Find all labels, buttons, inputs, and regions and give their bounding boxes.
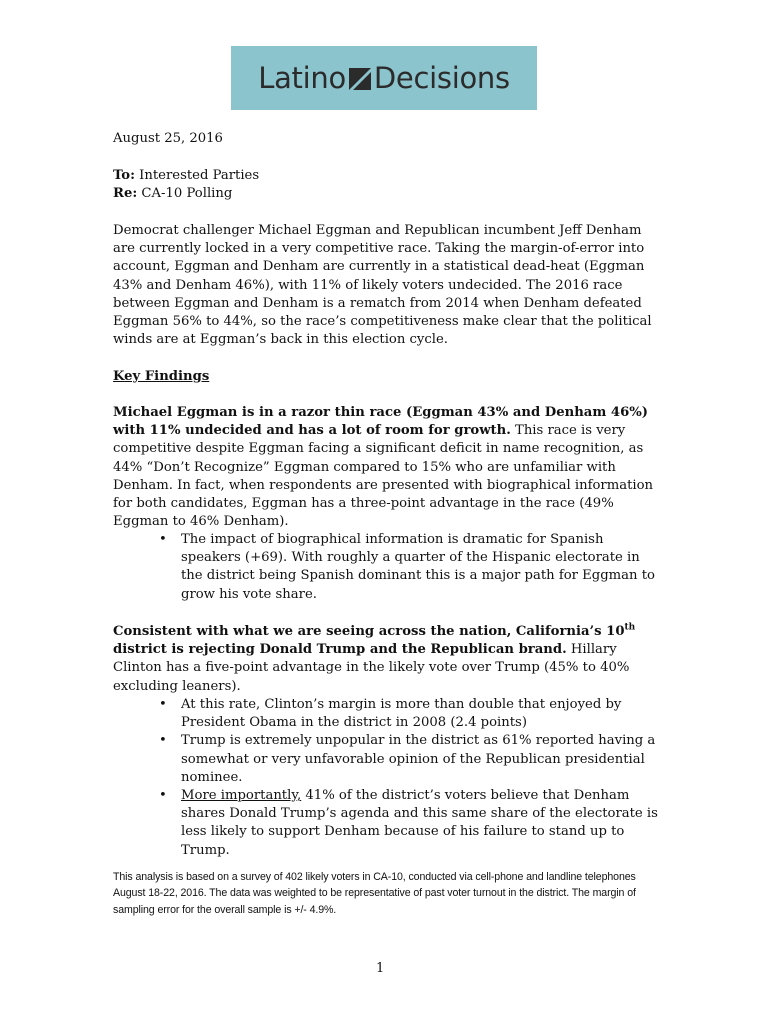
logo-text-decisions: Decisions [373, 61, 510, 95]
to-label: To: [113, 168, 135, 183]
finding-1-text: This race is very competitive despite Eggman facing a significant deficit in name recognition, as 44% “Don’t Recognize” Eggman compared to 15% who are unfamiliar with Denham. In fact, when respondents are presented with biographical information for both candidates, Eggman has a three-point advantage in the race (49% Eggman to 46% Denham). [113, 423, 654, 530]
finding-2-bold-b: district is rejecting Donald Trump and the Republican brand. [113, 642, 567, 658]
bullet-item [113, 787, 658, 860]
re-value: CA-10 Polling [141, 186, 233, 201]
bullet-item: • Trump is extremely unpopular in the district as 61% reported having a somewhat or very unfavorable opinion of the Republican presidential nominee. [113, 732, 658, 787]
latino-decisions-logo [231, 46, 537, 110]
finding-2-bold-a: Consistent with what we are seeing across the nation, California’s 10 [113, 624, 625, 639]
to-value: Interested Parties [139, 168, 260, 183]
logo-text-latino: Latino [258, 61, 346, 95]
finding-1-bold: Michael Eggman is in a razor thin race (Eggman 43% and Denham 46%) with 11% undecided and has a lot of room for growth. [113, 405, 649, 439]
finding-1-paragraph [113, 404, 658, 531]
memo-re-line [113, 185, 658, 203]
memo-date: August 25, 2016 [113, 131, 223, 146]
re-label: Re: [113, 186, 138, 201]
finding-2-superscript: th [624, 622, 636, 633]
memo-to-line [113, 167, 658, 185]
bullet-item: • The impact of biographical information is dramatic for Spanish speakers (+69). With roughly a quarter of the Hispanic electorate in the district being Spanish dominant this is a major path for Eggman to grow his vote share. [113, 531, 658, 604]
key-findings-heading: Key Findings [113, 369, 210, 384]
methodology-footnote: This analysis is based on a survey of 402 likely voters in CA-10, conducted via cell-phone and landline telephones August 18-22, 2016. The data was weighted to be representative of past voter turnout in the district. The margin of sampling error for the overall sample is +/- 4.9%. [113, 870, 636, 916]
finding-2-paragraph [113, 623, 658, 696]
logo-slash-mark-icon [349, 68, 371, 90]
finding-2-text: Hillary Clinton has a five-point advantage in the likely vote over Trump (45% to 40% excluding leaners). [113, 642, 630, 694]
bullet-text: 41% of the district’s voters believe that Denham shares Donald Trump’s agenda and this same share of the electorate is less likely to support Denham because of his failure to stand up to Trump. [181, 788, 658, 858]
finding-2-bullets [113, 696, 658, 860]
finding-1-bullets [113, 531, 658, 604]
bullet-underline-text: More importantly, [181, 788, 302, 804]
bullet-item: • At this rate, Clinton’s margin is more than double that enjoyed by President Obama in the district in 2008 (2.4 points) [113, 696, 658, 732]
intro-paragraph: Democrat challenger Michael Eggman and Republican incumbent Jeff Denham are currently locked in a very competitive race. Taking the margin-of-error into account, Eggman and Denham are currently in a statistical dead-heat (Eggman 43% and Denham 46%), with 11% of likely voters undecided. The 2016 race between Eggman and Denham is a rematch from 2014 when Denham defeated Eggman 56% to 44%, so the race’s competitiveness make clear that the political winds are at Eggman’s back in this election cycle. [113, 223, 652, 348]
page-number: 1 [376, 961, 385, 976]
